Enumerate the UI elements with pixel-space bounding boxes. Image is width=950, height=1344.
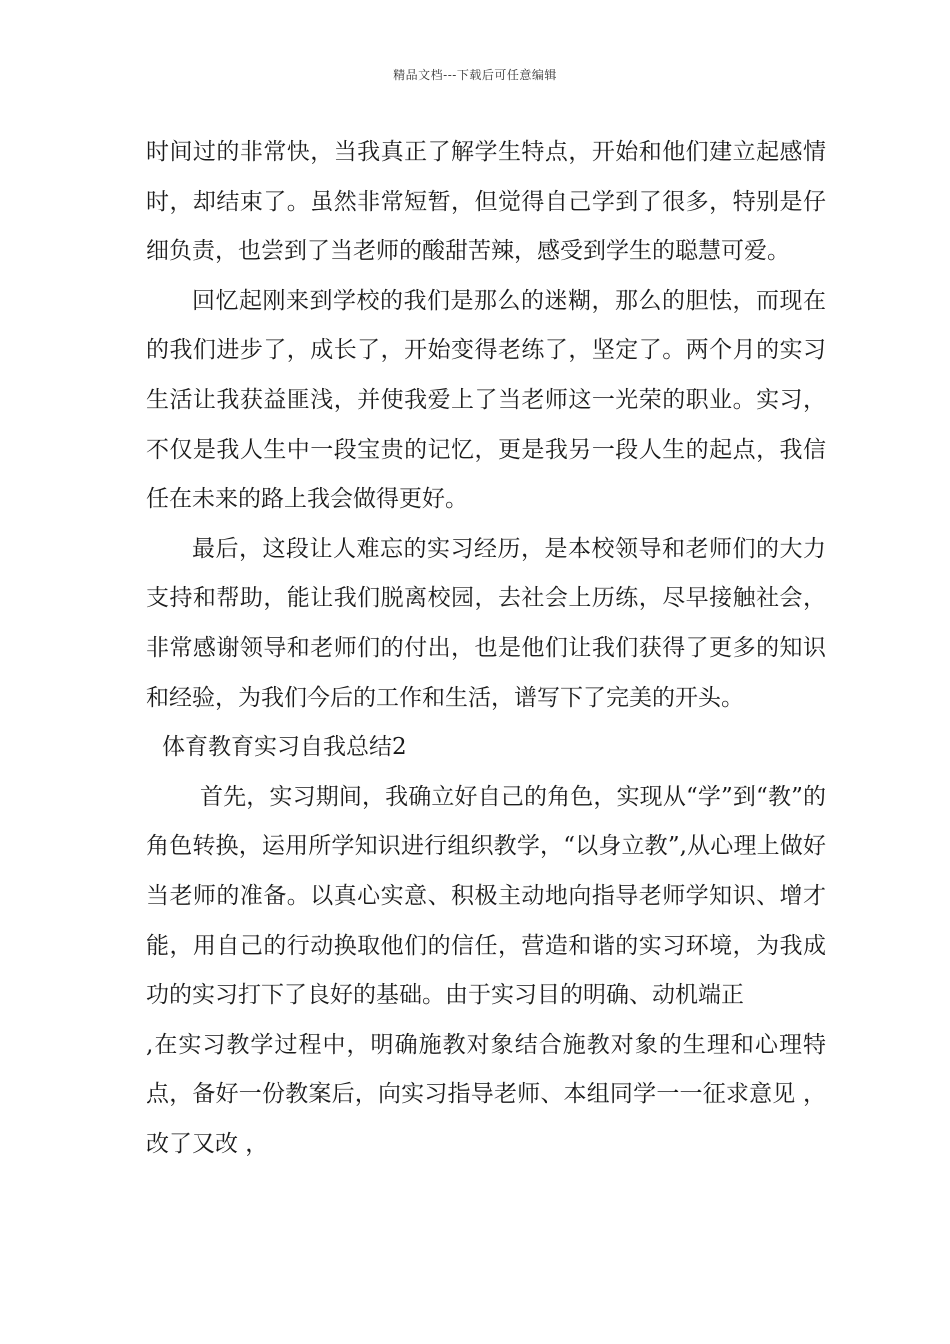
- paragraph-3: 最后，这段让人难忘的实习经历，是本校领导和老师们的大力支持和帮助，能让我们脱离校园，去社会上历练，尽早接触社会，非常感谢领导和老师们的付出，也是他们让我们获得了更多的知识和经验，为我们今后的工作和生活，谱写下了完美的开头。: [146, 535, 826, 711]
- page-header: 精品文档---下载后可任意编辑: [393, 68, 557, 82]
- paragraph-5: ,在实习教学过程中，明确施教对象结合施教对象的生理和心理特点，备好一份教案后，向实习指导老师、本组同学一一征求意见 ， 改了又改 ，: [146, 1031, 826, 1157]
- paragraph-2: 回忆起刚来到学校的我们是那么的迷糊，那么的胆怯，而现在的我们进步了，成长了，开始变得老练了，坚定了。两个月的实习生活让我获益匪浅，并使我爱上了当老师这一光荣的职业。实习，不仅是我人生中一段宝贵的记忆，更是我另一段人生的起点，我信任在未来的路上我会做得更好。: [146, 287, 826, 513]
- document-body: [146, 128, 826, 1169]
- paragraph-1: 时间过的非常快，当我真正了解学生特点，开始和他们建立起感情时，却结束了。虽然非常短暂，但觉得自己学到了很多，特别是仔细负责，也尝到了当老师的酸甜苦辣，感受到学生的聪慧可爱。: [146, 139, 826, 265]
- section-heading: 体育教育实习自我总结2: [162, 734, 407, 761]
- paragraph-4: 首先，实习期间，我确立好自己的角色，实现从“学”到“教”的角色转换，运用所学知识进行组织教学，“以身立教”,从心理上做好当老师的准备。以真心实意、积极主动地向指导老师学知识、增才能，用自己的行动换取他们的信任，营造和谐的实习环境，为我成功的实习打下了良好的基础。由于实习目的明确、动机端正: [146, 783, 826, 1009]
